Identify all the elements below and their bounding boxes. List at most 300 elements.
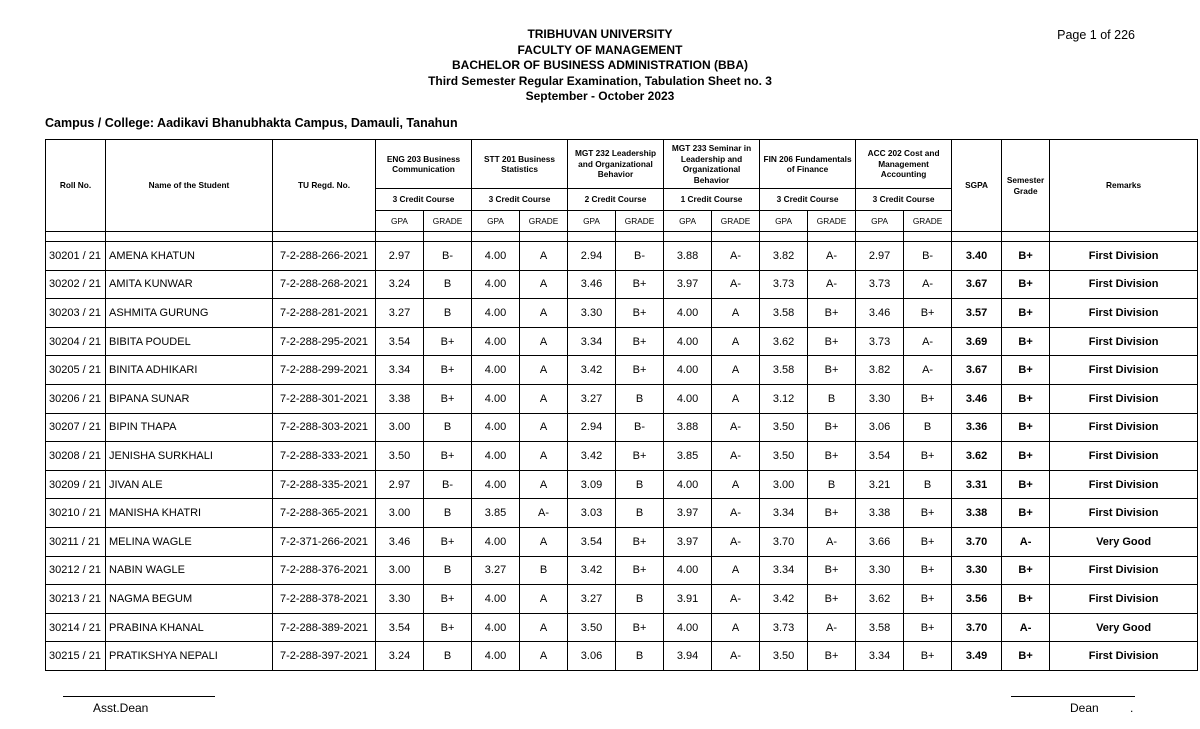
grade-cell: A- [712,270,760,299]
gpa-cell: 3.46 [856,299,904,328]
gpa-cell: 3.24 [376,642,424,671]
gpa-cell: 3.73 [856,270,904,299]
gpa-cell: 3.06 [856,413,904,442]
gpa-cell: 3.54 [856,442,904,471]
spacer-cell [712,232,760,242]
gpa-cell: 3.54 [376,613,424,642]
grade-cell: B+ [424,527,472,556]
roll-no-cell: 30211 / 21 [46,527,106,556]
sgpa-cell: 3.70 [952,613,1002,642]
grade-cell: B+ [616,613,664,642]
gpa-cell: 4.00 [472,442,520,471]
col-header-roll: Roll No. [46,140,106,232]
grade-cell: A [520,242,568,271]
roll-no-cell: 30201 / 21 [46,242,106,271]
roll-no-cell: 30202 / 21 [46,270,106,299]
grade-cell: B+ [904,556,952,585]
grade-cell: A- [712,527,760,556]
semester-grade-cell: B+ [1002,356,1050,385]
remarks-cell: Very Good [1050,527,1198,556]
roll-no-cell: 30205 / 21 [46,356,106,385]
gpa-cell: 4.00 [472,356,520,385]
semester-grade-cell: B+ [1002,327,1050,356]
gpa-cell: 3.50 [760,442,808,471]
grade-cell: B- [424,242,472,271]
grade-cell: A [520,270,568,299]
exam-title: Third Semester Regular Examination, Tabulation Sheet no. 3 [428,73,772,88]
subheader-gpa: GPA [376,211,424,232]
grade-cell: B [616,585,664,614]
remarks-cell: First Division [1050,299,1198,328]
subheader-grade: GRADE [712,211,760,232]
grade-cell: B [424,556,472,585]
spacer-cell [1050,232,1198,242]
spacer-cell [273,232,376,242]
spacer-cell [472,232,520,242]
subheader-grade: GRADE [424,211,472,232]
spacer-cell [616,232,664,242]
gpa-cell: 3.46 [376,527,424,556]
regd-no-cell: 7-2-288-397-2021 [273,642,376,671]
gpa-cell: 3.73 [760,270,808,299]
gpa-cell: 4.00 [472,242,520,271]
table-row [46,613,1198,642]
regd-no-cell: 7-2-288-333-2021 [273,442,376,471]
gpa-cell: 3.21 [856,470,904,499]
spacer-cell [664,232,712,242]
remarks-cell: First Division [1050,470,1198,499]
grade-cell: B+ [616,442,664,471]
gpa-cell: 3.27 [472,556,520,585]
regd-no-cell: 7-2-288-378-2021 [273,585,376,614]
gpa-cell: 4.00 [664,556,712,585]
sgpa-cell: 3.56 [952,585,1002,614]
credit-label: 2 Credit Course [568,189,664,211]
roll-no-cell: 30214 / 21 [46,613,106,642]
semester-grade-cell: A- [1002,613,1050,642]
table-row [46,527,1198,556]
regd-no-cell: 7-2-288-266-2021 [273,242,376,271]
sgpa-cell: 3.67 [952,356,1002,385]
grade-cell: B [520,556,568,585]
gpa-cell: 3.58 [856,613,904,642]
grade-cell: A [520,585,568,614]
roll-no-cell: 30209 / 21 [46,470,106,499]
regd-no-cell: 7-2-371-266-2021 [273,527,376,556]
semester-grade-cell: B+ [1002,642,1050,671]
sgpa-cell: 3.49 [952,642,1002,671]
gpa-cell: 3.00 [376,413,424,442]
grade-cell: B [424,499,472,528]
gpa-cell: 3.42 [568,556,616,585]
gpa-cell: 3.58 [760,356,808,385]
gpa-cell: 3.42 [568,356,616,385]
remarks-cell: Very Good [1050,613,1198,642]
gpa-cell: 3.34 [568,327,616,356]
gpa-cell: 4.00 [472,299,520,328]
student-name-cell: PRATIKSHYA NEPALI [106,642,273,671]
regd-no-cell: 7-2-288-301-2021 [273,384,376,413]
gpa-cell: 3.27 [376,299,424,328]
grade-cell: A- [808,613,856,642]
grade-cell: A- [712,242,760,271]
gpa-cell: 3.50 [376,442,424,471]
grade-cell: B+ [616,527,664,556]
grade-cell: B+ [808,356,856,385]
spacer-cell [424,232,472,242]
table-row [46,242,1198,271]
remarks-cell: First Division [1050,270,1198,299]
gpa-cell: 4.00 [472,384,520,413]
table-row [46,413,1198,442]
grade-cell: A [520,613,568,642]
gpa-cell: 3.30 [856,556,904,585]
gpa-cell: 4.00 [664,470,712,499]
gpa-cell: 3.73 [760,613,808,642]
col-header-course: ACC 202 Cost and Management Accounting [856,140,952,189]
table-row [46,270,1198,299]
credit-label: 3 Credit Course [472,189,568,211]
gpa-cell: 3.27 [568,384,616,413]
gpa-cell: 3.12 [760,384,808,413]
regd-no-cell: 7-2-288-295-2021 [273,327,376,356]
student-name-cell: MELINA WAGLE [106,527,273,556]
student-name-cell: NAGMA BEGUM [106,585,273,614]
semester-grade-cell: B+ [1002,384,1050,413]
col-header-semester-grade: Semester Grade [1002,140,1050,232]
grade-cell: B+ [904,642,952,671]
gpa-cell: 3.73 [856,327,904,356]
remarks-cell: First Division [1050,356,1198,385]
gpa-cell: 3.34 [856,642,904,671]
grade-cell: A [712,556,760,585]
semester-grade-cell: B+ [1002,270,1050,299]
table-row [46,356,1198,385]
gpa-cell: 3.54 [376,327,424,356]
credit-label: 3 Credit Course [856,189,952,211]
subheader-grade: GRADE [904,211,952,232]
col-header-course: MGT 232 Leadership and Organizational Behavior [568,140,664,189]
sgpa-cell: 3.70 [952,527,1002,556]
grade-cell: A- [904,327,952,356]
student-name-cell: JENISHA SURKHALI [106,442,273,471]
grade-cell: A- [712,585,760,614]
gpa-cell: 3.24 [376,270,424,299]
grade-cell: B+ [808,442,856,471]
gpa-cell: 3.70 [760,527,808,556]
grade-cell: A- [712,413,760,442]
semester-grade-cell: B+ [1002,413,1050,442]
student-name-cell: JIVAN ALE [106,470,273,499]
grade-cell: B [616,470,664,499]
grade-cell: B+ [904,442,952,471]
semester-grade-cell: B+ [1002,499,1050,528]
grade-cell: B+ [616,299,664,328]
remarks-cell: First Division [1050,642,1198,671]
sgpa-cell: 3.46 [952,384,1002,413]
grade-cell: B [424,413,472,442]
semester-grade-cell: B+ [1002,556,1050,585]
gpa-cell: 2.94 [568,413,616,442]
gpa-cell: 3.88 [664,242,712,271]
col-header-sgpa: SGPA [952,140,1002,232]
gpa-cell: 2.94 [568,242,616,271]
grade-cell: B+ [904,585,952,614]
grade-cell: A- [712,499,760,528]
roll-no-cell: 30208 / 21 [46,442,106,471]
sgpa-cell: 3.38 [952,499,1002,528]
student-name-cell: MANISHA KHATRI [106,499,273,528]
roll-no-cell: 30213 / 21 [46,585,106,614]
table-row [46,442,1198,471]
gpa-cell: 3.82 [760,242,808,271]
gpa-cell: 4.00 [472,470,520,499]
gpa-cell: 3.91 [664,585,712,614]
student-name-cell: BIPIN THAPA [106,413,273,442]
regd-no-cell: 7-2-288-376-2021 [273,556,376,585]
sgpa-cell: 3.30 [952,556,1002,585]
subheader-gpa: GPA [760,211,808,232]
gpa-cell: 4.00 [472,613,520,642]
grade-cell: B+ [808,585,856,614]
gpa-cell: 3.85 [472,499,520,528]
credit-label: 1 Credit Course [664,189,760,211]
remarks-cell: First Division [1050,242,1198,271]
grade-cell: B+ [424,356,472,385]
regd-no-cell: 7-2-288-389-2021 [273,613,376,642]
grade-cell: B+ [424,384,472,413]
grade-cell: B+ [616,270,664,299]
gpa-cell: 3.09 [568,470,616,499]
gpa-cell: 3.50 [760,642,808,671]
exam-session: September - October 2023 [525,89,675,104]
gpa-cell: 3.00 [376,499,424,528]
gpa-cell: 3.03 [568,499,616,528]
gpa-cell: 4.00 [472,585,520,614]
student-name-cell: BIPANA SUNAR [106,384,273,413]
grade-cell: A [712,384,760,413]
gpa-cell: 3.27 [568,585,616,614]
gpa-cell: 3.50 [568,613,616,642]
spacer-cell [1002,232,1050,242]
gpa-cell: 3.30 [376,585,424,614]
gpa-cell: 2.97 [856,242,904,271]
grade-cell: A [520,413,568,442]
grade-cell: B+ [424,327,472,356]
gpa-cell: 3.88 [664,413,712,442]
gpa-cell: 3.00 [760,470,808,499]
grade-cell: A [520,442,568,471]
roll-no-cell: 30204 / 21 [46,327,106,356]
grade-cell: B- [616,413,664,442]
col-header-course: STT 201 Business Statistics [472,140,568,189]
grade-cell: B [808,384,856,413]
subheader-gpa: GPA [472,211,520,232]
subheader-gpa: GPA [664,211,712,232]
student-name-cell: AMENA KHATUN [106,242,273,271]
col-header-course: FIN 206 Fundamentals of Finance [760,140,856,189]
col-header-course: ENG 203 Business Communication [376,140,472,189]
grade-cell: B [616,642,664,671]
sgpa-cell: 3.36 [952,413,1002,442]
semester-grade-cell: B+ [1002,442,1050,471]
grade-cell: B+ [808,556,856,585]
regd-no-cell: 7-2-288-299-2021 [273,356,376,385]
gpa-cell: 3.62 [856,585,904,614]
gpa-cell: 4.00 [472,527,520,556]
gpa-cell: 3.58 [760,299,808,328]
grade-cell: A [520,327,568,356]
gpa-cell: 3.34 [760,556,808,585]
remarks-cell: First Division [1050,413,1198,442]
dean-signature-line [1011,696,1135,697]
grade-cell: B+ [808,499,856,528]
spacer-cell [904,232,952,242]
spacer-cell [856,232,904,242]
sgpa-cell: 3.40 [952,242,1002,271]
gpa-cell: 3.30 [568,299,616,328]
gpa-cell: 3.97 [664,499,712,528]
subheader-gpa: GPA [856,211,904,232]
grade-cell: B [904,413,952,442]
grade-cell: B+ [424,613,472,642]
grade-cell: A- [808,527,856,556]
grade-cell: B+ [904,499,952,528]
sgpa-cell: 3.69 [952,327,1002,356]
grade-cell: A [520,527,568,556]
grade-cell: A [712,356,760,385]
sgpa-cell: 3.67 [952,270,1002,299]
col-header-regd: TU Regd. No. [273,140,376,232]
roll-no-cell: 30215 / 21 [46,642,106,671]
table-row [46,499,1198,528]
gpa-cell: 3.34 [760,499,808,528]
grade-cell: B- [616,242,664,271]
grade-cell: B+ [616,356,664,385]
gpa-cell: 2.97 [376,470,424,499]
asst-dean-signature-line [63,696,215,697]
grade-cell: B [808,470,856,499]
grade-cell: A [712,327,760,356]
col-header-remarks: Remarks [1050,140,1198,232]
gpa-cell: 3.97 [664,527,712,556]
regd-no-cell: 7-2-288-365-2021 [273,499,376,528]
remarks-cell: First Division [1050,384,1198,413]
asst-dean-label: Asst.Dean [93,701,149,715]
spacer-cell [568,232,616,242]
gpa-cell: 3.38 [856,499,904,528]
document-header [0,27,1200,105]
gpa-cell: 3.94 [664,642,712,671]
spacer-cell [106,232,273,242]
spacer-cell [376,232,424,242]
remarks-cell: First Division [1050,556,1198,585]
grade-cell: A [520,299,568,328]
gpa-cell: 4.00 [472,327,520,356]
gpa-cell: 4.00 [472,642,520,671]
grade-cell: B [424,642,472,671]
student-name-cell: ASHMITA GURUNG [106,299,273,328]
roll-no-cell: 30210 / 21 [46,499,106,528]
tabulation-table [45,139,1198,671]
grade-cell: B+ [616,556,664,585]
remarks-cell: First Division [1050,585,1198,614]
grade-cell: B+ [424,585,472,614]
grade-cell: B+ [808,642,856,671]
gpa-cell: 3.97 [664,270,712,299]
student-name-cell: BINITA ADHIKARI [106,356,273,385]
grade-cell: B+ [904,299,952,328]
dean-label-dot: . [1130,701,1134,715]
remarks-cell: First Division [1050,442,1198,471]
gpa-cell: 4.00 [472,270,520,299]
semester-grade-cell: B+ [1002,585,1050,614]
gpa-cell: 4.00 [664,613,712,642]
gpa-cell: 3.38 [376,384,424,413]
remarks-cell: First Division [1050,327,1198,356]
gpa-cell: 3.50 [760,413,808,442]
grade-cell: A [520,642,568,671]
regd-no-cell: 7-2-288-268-2021 [273,270,376,299]
subheader-grade: GRADE [616,211,664,232]
grade-cell: A- [712,642,760,671]
gpa-cell: 4.00 [664,299,712,328]
table-row [46,384,1198,413]
gpa-cell: 3.85 [664,442,712,471]
grade-cell: A- [904,356,952,385]
gpa-cell: 4.00 [664,384,712,413]
spacer-cell [760,232,808,242]
student-name-cell: NABIN WAGLE [106,556,273,585]
gpa-cell: 3.54 [568,527,616,556]
spacer-cell [808,232,856,242]
table-row [46,585,1198,614]
gpa-cell: 3.00 [376,556,424,585]
grade-cell: B+ [424,442,472,471]
roll-no-cell: 30212 / 21 [46,556,106,585]
sgpa-cell: 3.57 [952,299,1002,328]
gpa-cell: 3.34 [376,356,424,385]
sgpa-cell: 3.31 [952,470,1002,499]
credit-label: 3 Credit Course [760,189,856,211]
gpa-cell: 3.42 [760,585,808,614]
grade-cell: B+ [808,299,856,328]
grade-cell: B+ [616,327,664,356]
page-number: Page 1 of 226 [1057,28,1135,42]
remarks-cell: First Division [1050,499,1198,528]
gpa-cell: 4.00 [664,327,712,356]
grade-cell: B [616,384,664,413]
grade-cell: B+ [904,527,952,556]
grade-cell: B [424,270,472,299]
credit-label: 3 Credit Course [376,189,472,211]
grade-cell: B+ [808,413,856,442]
table-row [46,299,1198,328]
grade-cell: B- [904,242,952,271]
col-header-name: Name of the Student [106,140,273,232]
grade-cell: A [520,356,568,385]
gpa-cell: 4.00 [664,356,712,385]
semester-grade-cell: A- [1002,527,1050,556]
gpa-cell: 3.42 [568,442,616,471]
semester-grade-cell: B+ [1002,470,1050,499]
gpa-cell: 3.46 [568,270,616,299]
roll-no-cell: 30203 / 21 [46,299,106,328]
roll-no-cell: 30206 / 21 [46,384,106,413]
regd-no-cell: 7-2-288-303-2021 [273,413,376,442]
student-name-cell: PRABINA KHANAL [106,613,273,642]
grade-cell: A- [808,270,856,299]
